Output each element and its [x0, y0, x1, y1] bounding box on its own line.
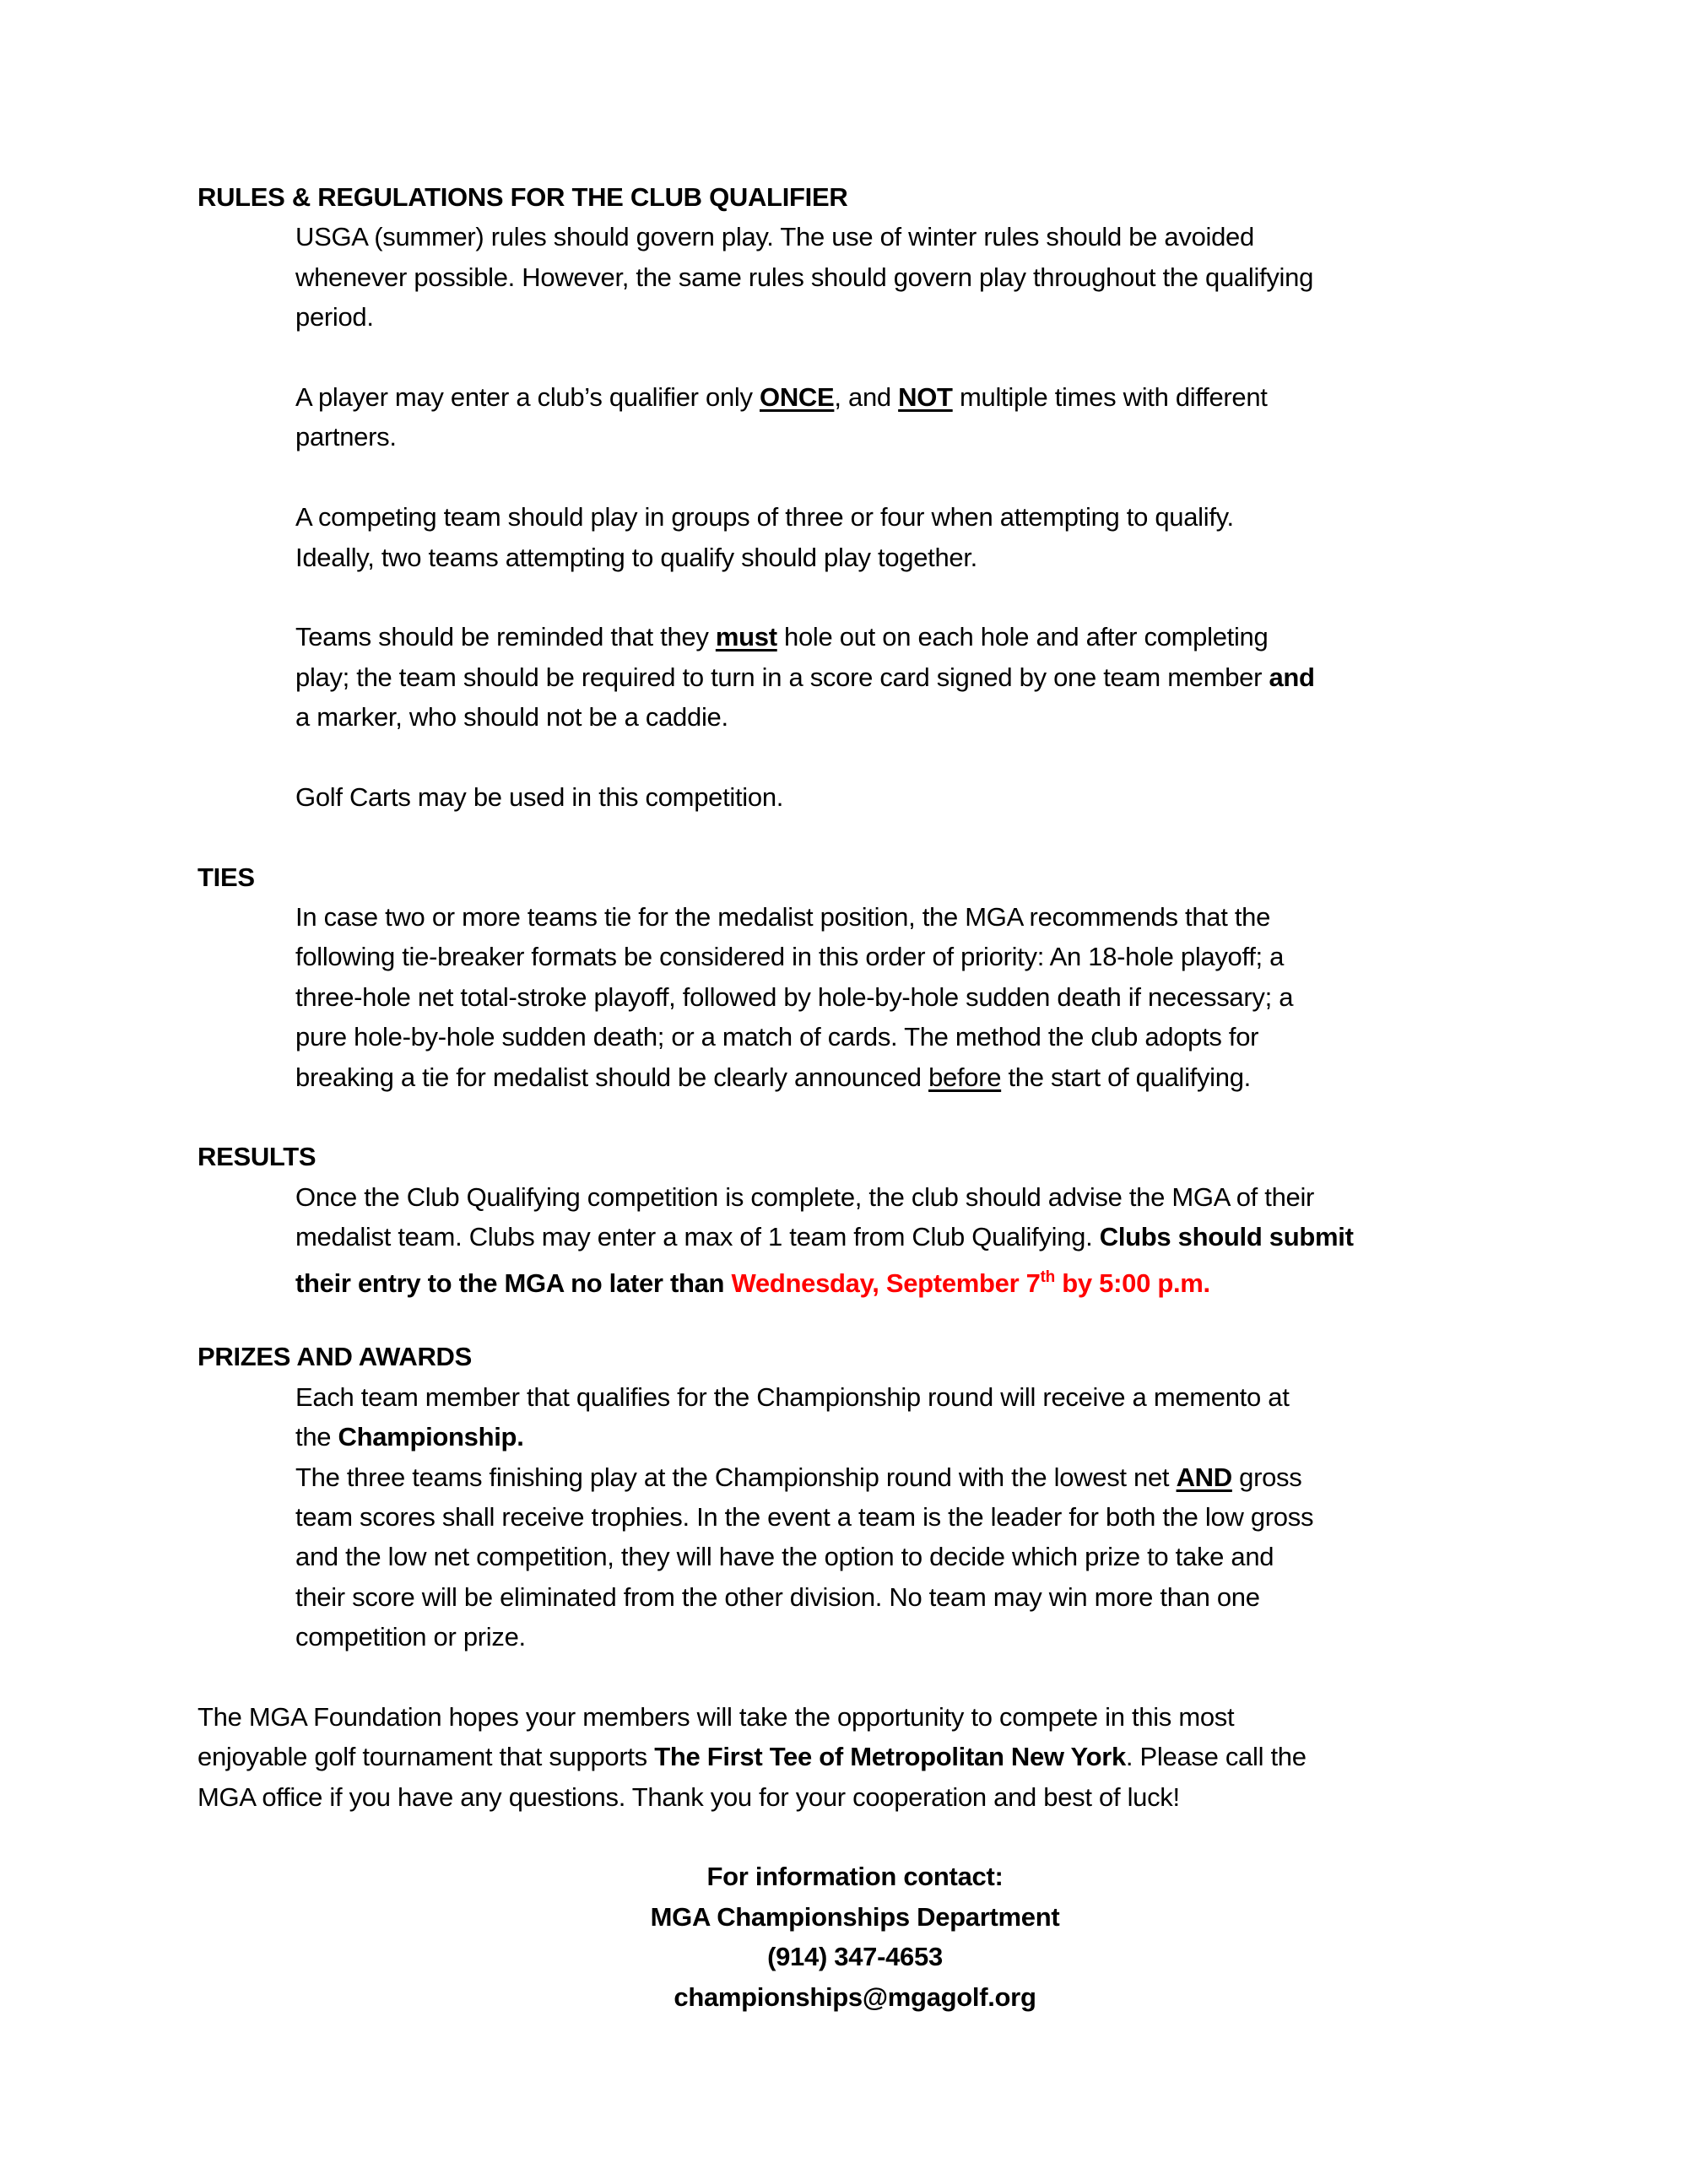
- text-run: gross: [1231, 1462, 1302, 1492]
- text-run: Golf Carts may be used in this competition.: [295, 781, 784, 812]
- blank-line: [0, 577, 1688, 617]
- emphasis-text: AND: [1176, 1462, 1232, 1492]
- body-line: [0, 257, 1688, 297]
- text-run: championships@mgagolf.org: [674, 1981, 1036, 2012]
- blank-line: [0, 737, 1688, 776]
- body-line: [0, 1377, 1688, 1417]
- blank-line: [0, 1097, 1688, 1137]
- text-run: hole out on each hole and after completing: [776, 622, 1269, 652]
- body-line: [0, 657, 1688, 697]
- section-heading: [0, 857, 1688, 897]
- text-run: a marker, who should not be a caddie.: [295, 702, 728, 733]
- text-run: the: [295, 1422, 338, 1452]
- body-line: [0, 1257, 1688, 1297]
- text-run: TIES: [197, 862, 255, 892]
- text-run: three-hole net total-stroke playoff, followed by hole-by-hole sudden death if necessary; a: [295, 981, 1294, 1012]
- body-line: [0, 1417, 1688, 1457]
- text-run: competition or prize.: [295, 1622, 526, 1652]
- emphasis-text: Wednesday, September 7: [731, 1268, 1041, 1298]
- body-line: [0, 697, 1688, 737]
- body-line: [0, 1617, 1688, 1657]
- text-run: Teams should be reminded that they: [295, 622, 716, 652]
- text-run: and the low net competition, they will have the option to decide which prize to take and: [295, 1542, 1274, 1572]
- text-run: , and: [834, 381, 899, 412]
- text-run: their score will be eliminated from the other division. No team may win more than one: [295, 1581, 1260, 1612]
- text-run: RESULTS: [197, 1142, 316, 1172]
- blank-line: [0, 1817, 1688, 1857]
- body-line: [0, 1457, 1688, 1497]
- body-line: [0, 1057, 1688, 1097]
- emphasis-text: ONCE: [760, 381, 835, 412]
- emphasis-text: Clubs should submit: [1099, 1222, 1354, 1252]
- text-run: The three teams finishing play at the Championship round with the lowest net: [295, 1462, 1177, 1492]
- section-heading: [0, 1337, 1688, 1376]
- text-run: MGA Championships Department: [650, 1901, 1060, 1932]
- text-run: medalist team. Clubs may enter a max of 1 team from Club Qualifying.: [295, 1222, 1100, 1252]
- text-run: enjoyable golf tournament that supports: [197, 1742, 655, 1772]
- emphasis-text: and: [1269, 662, 1315, 692]
- body-line: [0, 377, 1688, 417]
- body-line: [0, 1497, 1688, 1537]
- text-run: RULES & REGULATIONS FOR THE CLUB QUALIFIER: [197, 182, 848, 212]
- body-line: [0, 1177, 1688, 1217]
- body-line: [0, 417, 1688, 457]
- text-run: Ideally, two teams attempting to qualify should play together.: [295, 542, 977, 572]
- emphasis-text: before: [928, 1062, 1002, 1092]
- blank-line: [0, 1297, 1688, 1337]
- text-run: Once the Club Qualifying competition is complete, the club should advise the MGA of their: [295, 1181, 1315, 1212]
- text-run: For information contact:: [706, 1862, 1004, 1892]
- text-run: A competing team should play in groups of three or four when attempting to qualify.: [295, 502, 1234, 532]
- text-run: team scores shall receive trophies. In the event a team is the leader for both the low gross: [295, 1501, 1314, 1532]
- closing-line: [0, 1777, 1688, 1817]
- body-line: [0, 897, 1688, 937]
- text-run: breaking a tie for medalist should be clearly announced: [295, 1062, 929, 1092]
- body-line: [0, 1217, 1688, 1257]
- text-run: following tie-breaker formats be considered in this order of priority: An 18-hole playoff; a: [295, 942, 1285, 972]
- text-run: (914) 347-4653: [767, 1942, 943, 1972]
- text-run: play; the team should be required to turn in a score card signed by one team member: [295, 662, 1269, 692]
- emphasis-text: The First Tee of Metropolitan New York: [654, 1742, 1126, 1772]
- text-run: The MGA Foundation hopes your members will take the opportunity to compete in this most: [197, 1701, 1235, 1732]
- contact-line: [0, 1977, 1688, 2017]
- body-line: [0, 1537, 1688, 1576]
- emphasis-text: their entry to the MGA no later than: [295, 1268, 732, 1298]
- text-run: multiple times with different: [952, 381, 1268, 412]
- contact-line: [0, 1857, 1688, 1896]
- body-line: [0, 937, 1688, 976]
- body-line: [0, 217, 1688, 257]
- text-run: MGA office if you have any questions. Thank you for your cooperation and best of luck!: [197, 1781, 1180, 1812]
- closing-line: [0, 1697, 1688, 1737]
- text-run: . Please call the: [1125, 1742, 1307, 1772]
- body-line: [0, 538, 1688, 577]
- text-run: USGA (summer) rules should govern play. The use of winter rules should be avoided: [295, 222, 1254, 252]
- blank-line: [0, 1657, 1688, 1696]
- emphasis-text: NOT: [898, 381, 953, 412]
- emphasis-text: must: [715, 622, 777, 652]
- section-heading: [0, 1137, 1688, 1176]
- blank-line: [0, 457, 1688, 497]
- document-page: [0, 177, 1688, 2017]
- blank-line: [0, 817, 1688, 857]
- closing-line: [0, 1737, 1688, 1776]
- text-run: the start of qualifying.: [1001, 1062, 1251, 1092]
- text-run: whenever possible. However, the same rules should govern play throughout the qualifying: [295, 262, 1314, 292]
- text-run: partners.: [295, 422, 397, 452]
- text-run: pure hole-by-hole sudden death; or a match of cards. The method the club adopts for: [295, 1022, 1259, 1052]
- emphasis-text: Championship.: [338, 1422, 524, 1452]
- body-line: [0, 497, 1688, 537]
- body-line: [0, 777, 1688, 817]
- text-run: Each team member that qualifies for the Championship round will receive a memento at: [295, 1381, 1290, 1412]
- text-run: A player may enter a club’s qualifier only: [295, 381, 760, 412]
- body-line: [0, 977, 1688, 1017]
- text-run: In case two or more teams tie for the medalist position, the MGA recommends that the: [295, 902, 1271, 933]
- emphasis-text: by 5:00 p.m.: [1054, 1268, 1210, 1298]
- body-line: [0, 1017, 1688, 1057]
- text-run: PRIZES AND AWARDS: [197, 1342, 473, 1372]
- text-run: period.: [295, 302, 374, 332]
- body-line: [0, 617, 1688, 657]
- body-line: [0, 297, 1688, 337]
- blank-line: [0, 338, 1688, 377]
- contact-line: [0, 1897, 1688, 1937]
- emphasis-text: th: [1040, 1268, 1055, 1286]
- contact-line: [0, 1937, 1688, 1976]
- section-heading: [0, 177, 1688, 217]
- body-line: [0, 1577, 1688, 1617]
